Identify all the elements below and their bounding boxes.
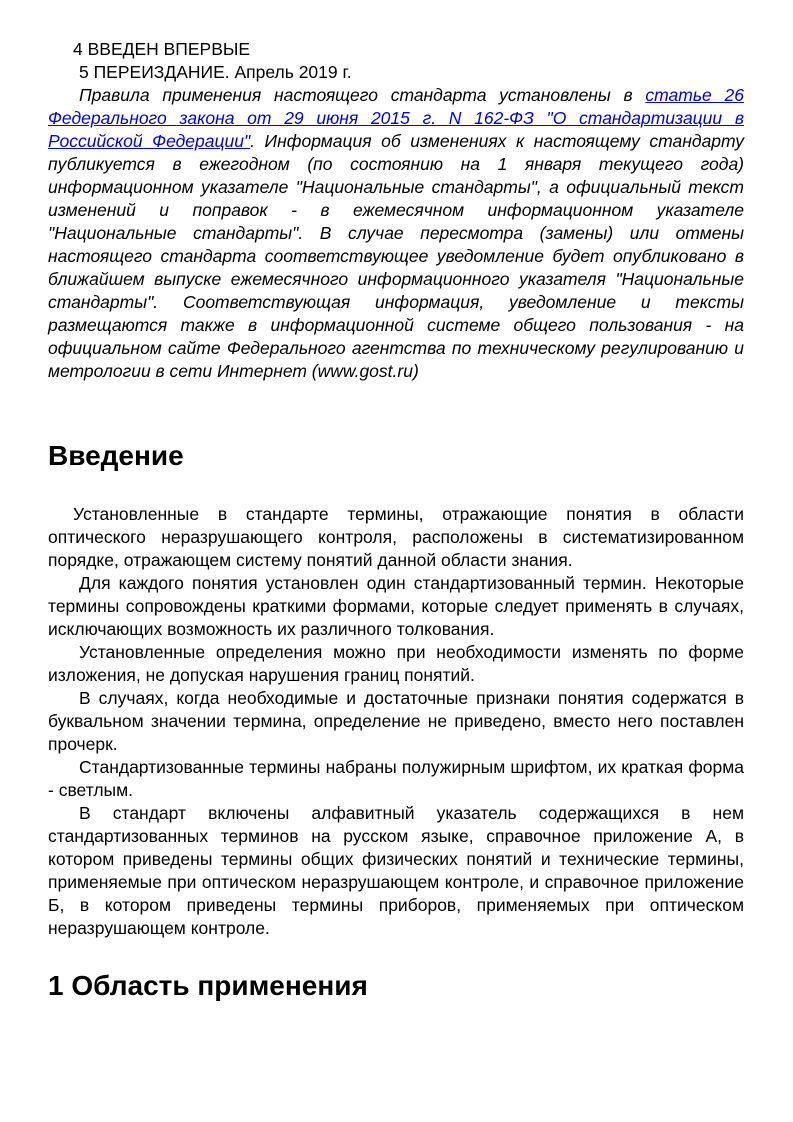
edition-introduced: 4 ВВЕДЕН ВПЕРВЫЕ xyxy=(73,39,251,59)
rules-note-text-before: Правила применения настоящего стандарта установлены в xyxy=(79,85,646,105)
scope-heading: 1 Область применения xyxy=(48,970,368,1001)
intro-paragraph: Установленные определения можно при необходимости изменять по форме изложения, не допуская нарушения границ понятий. xyxy=(48,642,744,685)
rules-note xyxy=(48,84,744,383)
introduction-body xyxy=(48,503,744,940)
edition-reissue: 5 ПЕРЕИЗДАНИЕ. Апрель 2019 г. xyxy=(79,62,352,82)
document-page xyxy=(48,38,744,1003)
intro-paragraph: Для каждого понятия установлен один стандартизованный термин. Некоторые термины сопровождены краткими формами, которые следует применять в случаях, исключающих возможность их различного толкования. xyxy=(48,573,744,639)
introduction-heading: Введение xyxy=(48,440,184,471)
federal-law-link[interactable]: статье 26 Федерального закона от 29 июня 2015 г. N 162-ФЗ "О стандартизации в Российской Федерации" xyxy=(48,85,744,151)
rules-note-text-after: . Информация об изменениях к настоящему стандарту публикуется в ежегодном (по состоянию на 1 января текущего года) информационном указателе "Национальные стандарты", а официальный текст изменений и поправок - в ежемесячном информационном указателе "Национальные стандарты". В случае пересмотра (замены) или отмены настоящего стандарта соответствующее уведомление будет опубликовано в ближайшем выпуске ежемесячного информационного указателя "Национальные стандарты". Соответствующая информация, уведомление и тексты размещаются также в информационной системе общего пользования - на официальном сайте Федерального агентства по техническому регулированию и метрологии в сети Интернет (www.gost.ru) xyxy=(48,131,744,381)
intro-paragraph: Стандартизованные термины набраны полужирным шрифтом, их краткая форма - светлым. xyxy=(48,757,744,800)
intro-paragraph: Установленные в стандарте термины, отражающие понятия в области оптического неразрушающего контроля, расположены в систематизированном порядке, отражающем систему понятий данной области знания. xyxy=(48,504,744,570)
intro-paragraph: В случаях, когда необходимые и достаточные признаки понятия содержатся в буквальном значении термина, определение не приведено, вместо него поставлен прочерк. xyxy=(48,688,744,754)
intro-paragraph: В стандарт включены алфавитный указатель содержащихся в нем стандартизованных терминов на русском языке, справочное приложение А, в котором приведены термины общих физических понятий и технические термины, применяемые при оптическом неразрушающем контроле, и справочное приложение Б, в котором приведены термины приборов, применяемых при оптическом неразрушающем контроле. xyxy=(48,803,744,938)
